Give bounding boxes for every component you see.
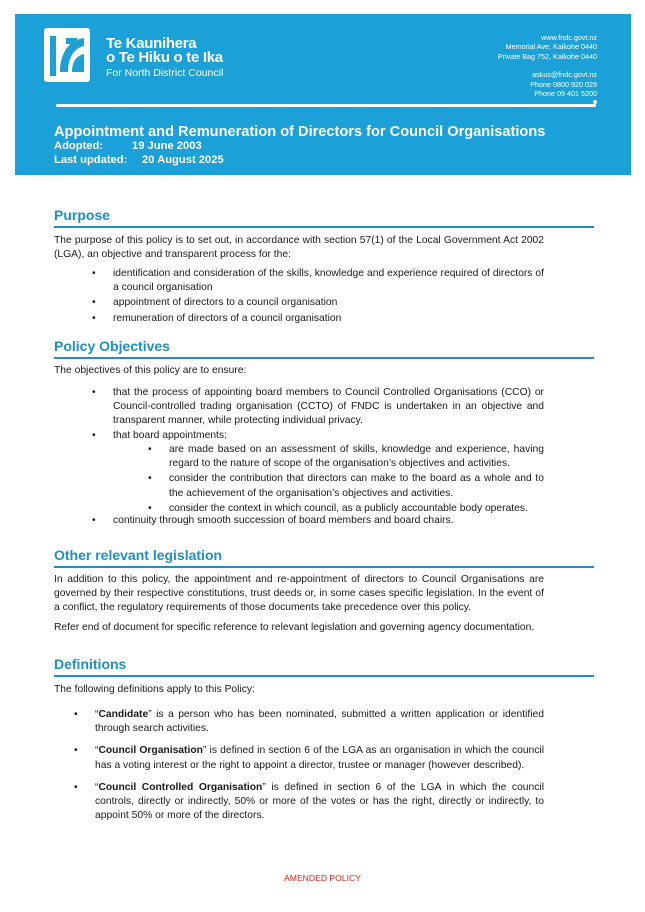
contact-phone-1: Phone 0800 920 029 xyxy=(530,79,597,89)
footer-status: AMENDED POLICY xyxy=(284,873,361,883)
list-item: • remuneration of directors of a council organisation xyxy=(113,312,544,326)
logo-line-2: o Te Hiku o te Ika xyxy=(106,49,223,66)
contact-email[interactable]: askus@fndc.govt.nz xyxy=(532,70,597,80)
document-title: Appointment and Remuneration of Directors for Council Organisations xyxy=(54,124,546,140)
list-item: • consider the contribution that directors can make to the board as a whole and to the achievement of the organisation’s objectives and activities. xyxy=(169,472,544,500)
purpose-list xyxy=(113,267,544,326)
definition-text: ” is defined in section 6 of the LGA in which the council controls, directly or indirectly, 50% or more of the votes or has the right, directly or indirectly, to appoint 50% or more of the directors. xyxy=(95,781,544,822)
logo-line-3: For North District Council xyxy=(106,67,224,79)
definition-text: ” is defined in section 6 of the LGA as an organisation in which the council has a voting interest or the right to appoint a director, trustee or manager (however described). xyxy=(95,745,545,771)
contact-details xyxy=(498,33,597,98)
definition-item: • “Candidate” is a person who has been nominated, submitted a written application or identified through search activities. xyxy=(95,708,544,736)
adopted-label: Adopted: xyxy=(54,140,104,152)
legislation-para-2: Refer end of document for specific reference to relevant legislation and governing agency documentation. xyxy=(54,622,535,633)
definitions-heading: Definitions xyxy=(54,656,594,677)
council-wordmark xyxy=(106,37,223,80)
definition-text: ” is a person who has been nominated, submitted a written application or identified through search activities. xyxy=(95,709,544,735)
list-item: • identification and consideration of the skills, knowledge and experience required of directors of a council organisation xyxy=(113,267,544,295)
legislation-para-1: In addition to this policy, the appointment and re-appointment of directors to Council Organisations are governed by their respective constitutions, trust deeds or, in some cases specific legislation. In the event of a conflict, the regulatory requirements of those documents take precedence over this policy. xyxy=(54,574,544,614)
list-item: • appointment of directors to a council organisation xyxy=(113,296,544,310)
list-item: • are made based on an assessment of skills, knowledge and experience, having regard to the nature of scope of the organisation’s objectives and activities. xyxy=(169,443,544,471)
definition-term: Council Organisation xyxy=(98,745,203,757)
updated-date: 20 August 2025 xyxy=(142,153,224,166)
definition-item: • “Council Controlled Organisation” is defined in section 6 of the LGA in which the council controls, directly or indirectly, 50% or more of the votes or has the right, directly or indirectly, to appoint 50% or more of the directors. xyxy=(95,781,544,824)
contact-address-2: Private Bag 752, Kaikohe 0440 xyxy=(497,51,597,61)
logo-line-1: Te Kaunihera xyxy=(106,35,197,52)
list-item: • consider the context in which council, as a publicly accountable body operates. xyxy=(169,502,544,516)
objectives-intro: The objectives of this policy are to ensure: xyxy=(54,365,247,376)
list-item: • that the process of appointing board members to Council Controlled Organisations (CCO) or Council-controlled trading organisation (CCTO) of FNDC is undertaken in an objective and transparent manner, while protecting individual privacy. xyxy=(113,386,544,429)
list-item: • continuity through smooth succession of board members and board chairs. xyxy=(113,514,544,528)
contact-website[interactable]: www.fndc.govt.nz xyxy=(541,33,597,42)
objectives-heading: Policy Objectives xyxy=(54,338,594,359)
header-rule-dot xyxy=(593,100,597,104)
council-logo-icon xyxy=(44,28,90,82)
objectives-list-cont xyxy=(113,514,544,528)
contact-address-1: Memorial Ave, Kaikohe 0440 xyxy=(505,42,597,52)
definitions-list xyxy=(95,708,544,823)
list-item: • that board appointments: xyxy=(113,429,544,443)
definition-item: • “Council Organisation” is defined in section 6 of the LGA as an organisation in which the council has a voting interest or the right to appoint a director, trustee or manager (however described). xyxy=(95,744,544,772)
objectives-list xyxy=(113,386,544,443)
contact-phone-2: Phone 09 401 5200 xyxy=(534,89,597,99)
adopted-date: 19 June 2003 xyxy=(132,140,202,152)
updated-label: Last updated: xyxy=(54,153,128,166)
definition-term: Council Controlled Organisation xyxy=(98,781,263,793)
header-rule xyxy=(56,104,596,107)
definitions-intro: The following definitions apply to this Policy: xyxy=(54,684,255,695)
definition-term: Candidate xyxy=(98,709,149,720)
legislation-heading: Other relevant legislation xyxy=(54,547,594,568)
purpose-intro: The purpose of this policy is to set out, in accordance with section 57(1) of the Local Government Act 2002 (LGA), an objective and transparent process for the: xyxy=(54,235,544,261)
purpose-heading: Purpose xyxy=(54,207,594,228)
objectives-sublist xyxy=(169,443,544,516)
document-meta xyxy=(54,140,224,167)
